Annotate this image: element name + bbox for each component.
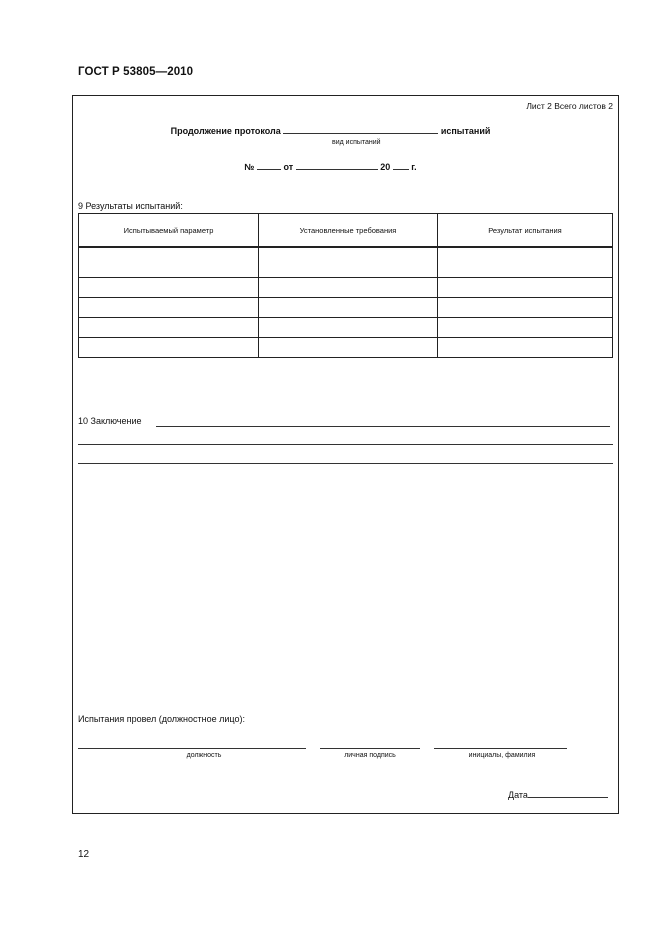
date-field [508, 789, 608, 800]
column-header: Установленные требования [259, 214, 438, 248]
table-cell[interactable] [259, 277, 438, 297]
protocol-number-line [0, 161, 661, 172]
name-caption: инициалы, фамилия [468, 752, 536, 759]
table-row [79, 297, 613, 317]
table-cell[interactable] [259, 297, 438, 317]
page-number: 12 [78, 849, 90, 860]
table-cell[interactable] [259, 317, 438, 337]
from-label: от [283, 162, 294, 172]
continuation-label: Продолжение протокола [170, 126, 281, 136]
year-label: 20 [380, 162, 391, 172]
table-row [79, 337, 613, 357]
protocol-continuation [0, 125, 661, 136]
results-table [78, 213, 613, 358]
table-cell[interactable] [438, 277, 613, 297]
date-field-blank[interactable] [528, 789, 608, 798]
section-9-title: 9 Результаты испытаний: [78, 201, 183, 211]
table-row [79, 317, 613, 337]
sheet-info: Лист 2 Всего листов 2 [526, 101, 613, 111]
test-type-blank [283, 125, 438, 134]
table-row [79, 247, 613, 277]
year-suffix: г. [411, 162, 417, 172]
conducted-by-label: Испытания провел (должностное лицо): [78, 714, 245, 724]
table-cell[interactable] [438, 247, 613, 277]
year-blank [393, 161, 409, 170]
section-10-title: 10 Заключение [78, 416, 142, 426]
table-cell[interactable] [438, 317, 613, 337]
table-header-row [79, 214, 613, 248]
table-cell[interactable] [79, 297, 259, 317]
number-blank [257, 161, 281, 170]
test-label: испытаний [440, 126, 491, 136]
conclusion-blank-line[interactable] [78, 463, 613, 464]
table-cell[interactable] [259, 247, 438, 277]
date-label: Дата [508, 790, 528, 800]
name-blank-line[interactable] [434, 748, 567, 749]
table-cell[interactable] [79, 337, 259, 357]
table-cell[interactable] [438, 337, 613, 357]
table-row [79, 277, 613, 297]
number-label: № [244, 162, 255, 172]
position-blank-line[interactable] [78, 748, 306, 749]
column-header: Испытываемый параметр [79, 214, 259, 248]
date-blank [296, 161, 378, 170]
table-cell[interactable] [438, 297, 613, 317]
table-cell[interactable] [79, 277, 259, 297]
test-type-caption: вид испытаний [332, 139, 381, 146]
table-cell[interactable] [79, 247, 259, 277]
standard-title: ГОСТ Р 53805—2010 [78, 66, 194, 78]
conclusion-blank-line[interactable] [78, 444, 613, 445]
column-header: Результат испытания [438, 214, 613, 248]
table-cell[interactable] [79, 317, 259, 337]
signature-caption: личная подпись [344, 752, 396, 759]
position-caption: должность [186, 752, 222, 759]
table-cell[interactable] [259, 337, 438, 357]
signature-blank-line[interactable] [320, 748, 420, 749]
conclusion-blank-line[interactable] [156, 426, 610, 427]
